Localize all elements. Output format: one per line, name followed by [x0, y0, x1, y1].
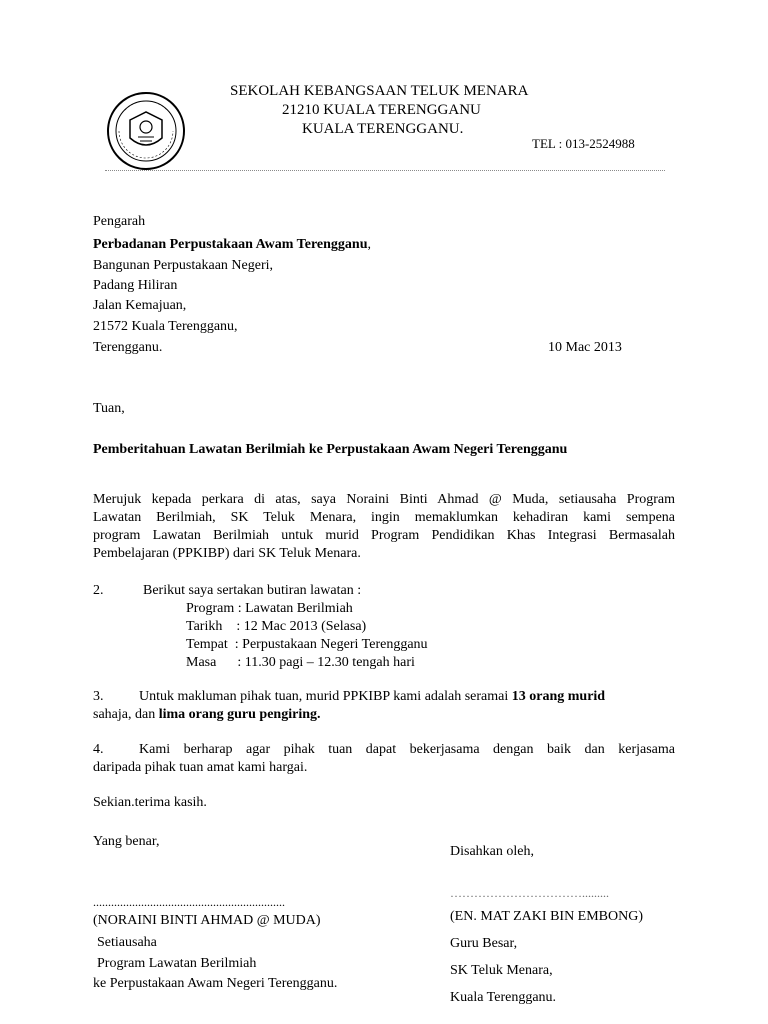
- school-name: SEKOLAH KEBANGSAAN TELUK MENARA: [230, 83, 529, 99]
- student-count: 13 orang murid: [511, 689, 606, 704]
- letter-date: 10 Mac 2013: [548, 340, 622, 355]
- left-signatory-program: Program Lawatan Berilmiah: [97, 956, 257, 971]
- letterhead-divider: [105, 170, 665, 172]
- right-signatory-name: (EN. MAT ZAKI BIN EMBONG): [450, 909, 644, 924]
- left-signature-greeting: Yang benar,: [93, 834, 160, 849]
- paragraph-1-line: Pembelajaran (PPKIBP) dari SK Teluk Menara.: [93, 546, 361, 561]
- visit-detail-time: Masa : 11.30 pagi – 12.30 tengah hari: [186, 655, 415, 670]
- paragraph-3-line2: [93, 706, 321, 724]
- paragraph-2-number: 2.: [93, 583, 104, 598]
- recipient-organization-name: Perbadanan Perpustakaan Awam Terengganu: [93, 237, 368, 252]
- school-postcode-city: 21210 KUALA TERENGGANU: [282, 102, 481, 118]
- paragraph-4-line1: Kami berharap agar pihak tuan dapat bekerjasama dengan baik dan kerjasama: [139, 742, 675, 757]
- paragraph-4-line2: daripada pihak tuan amat kami hargai.: [93, 760, 308, 775]
- paragraph-2-intro: Berikut saya sertakan butiran lawatan :: [143, 583, 362, 598]
- school-crest-logo: [105, 90, 187, 172]
- paragraph-3-text2: sahaja, dan: [93, 707, 159, 722]
- paragraph-3-number: 3.: [93, 689, 104, 704]
- recipient-address-line: 21572 Kuala Terengganu,: [93, 319, 238, 334]
- recipient-address-line: Terengganu.: [93, 340, 163, 355]
- right-signatory-city: Kuala Terengganu.: [450, 990, 557, 1005]
- recipient-address-line: Jalan Kemajuan,: [93, 298, 187, 313]
- salutation: Tuan,: [93, 401, 125, 416]
- school-telephone: TEL : 013-2524988: [532, 136, 635, 151]
- paragraph-1-line: Lawatan Berilmiah, SK Teluk Menara, ingin memaklumkan kehadiran kami sempena: [93, 510, 675, 525]
- recipient-address-line: Bangunan Perpustakaan Negeri,: [93, 258, 273, 273]
- school-state: KUALA TERENGGANU.: [302, 121, 464, 137]
- left-signatory-program-venue: ke Perpustakaan Awam Negeri Terengganu.: [93, 976, 338, 991]
- paragraph-4-number: 4.: [93, 742, 104, 757]
- visit-detail-date: Tarikh : 12 Mac 2013 (Selasa): [186, 619, 367, 634]
- right-signatory-school: SK Teluk Menara,: [450, 963, 553, 978]
- left-signatory-title: Setiausaha: [97, 935, 157, 950]
- recipient-title: Pengarah: [93, 214, 146, 229]
- left-signature-line: ................................................................: [93, 895, 285, 909]
- paragraph-3-text: Untuk makluman pihak tuan, murid PPKIBP kami adalah seramai: [139, 689, 512, 704]
- paragraph-3-line1: [139, 688, 605, 706]
- right-signatory-title: Guru Besar,: [450, 936, 518, 951]
- teacher-count: lima orang guru pengiring.: [158, 707, 321, 722]
- paragraph-1-line: program Lawatan Berilmiah untuk murid Program Pendidikan Khas Integrasi Bermasalah: [93, 528, 675, 543]
- recipient-organization: [93, 236, 371, 254]
- visit-detail-venue: Tempat : Perpustakaan Negeri Terengganu: [186, 637, 428, 652]
- left-signatory-name: (NORAINI BINTI AHMAD @ MUDA): [93, 913, 321, 928]
- recipient-organization-comma: ,: [367, 237, 371, 252]
- letter-subject: Pemberitahuan Lawatan Berilmiah ke Perpustakaan Awam Negeri Terengganu: [93, 442, 568, 457]
- closing: Sekian.terima kasih.: [93, 795, 207, 810]
- paragraph-1-line: Merujuk kepada perkara di atas, saya Noraini Binti Ahmad @ Muda, setiausaha Program: [93, 492, 675, 507]
- visit-detail-program: Program : Lawatan Berilmiah: [186, 601, 353, 616]
- right-signature-line: …………………………….........: [450, 886, 609, 900]
- recipient-address-line: Padang Hiliran: [93, 278, 178, 293]
- right-signature-greeting: Disahkan oleh,: [450, 844, 534, 859]
